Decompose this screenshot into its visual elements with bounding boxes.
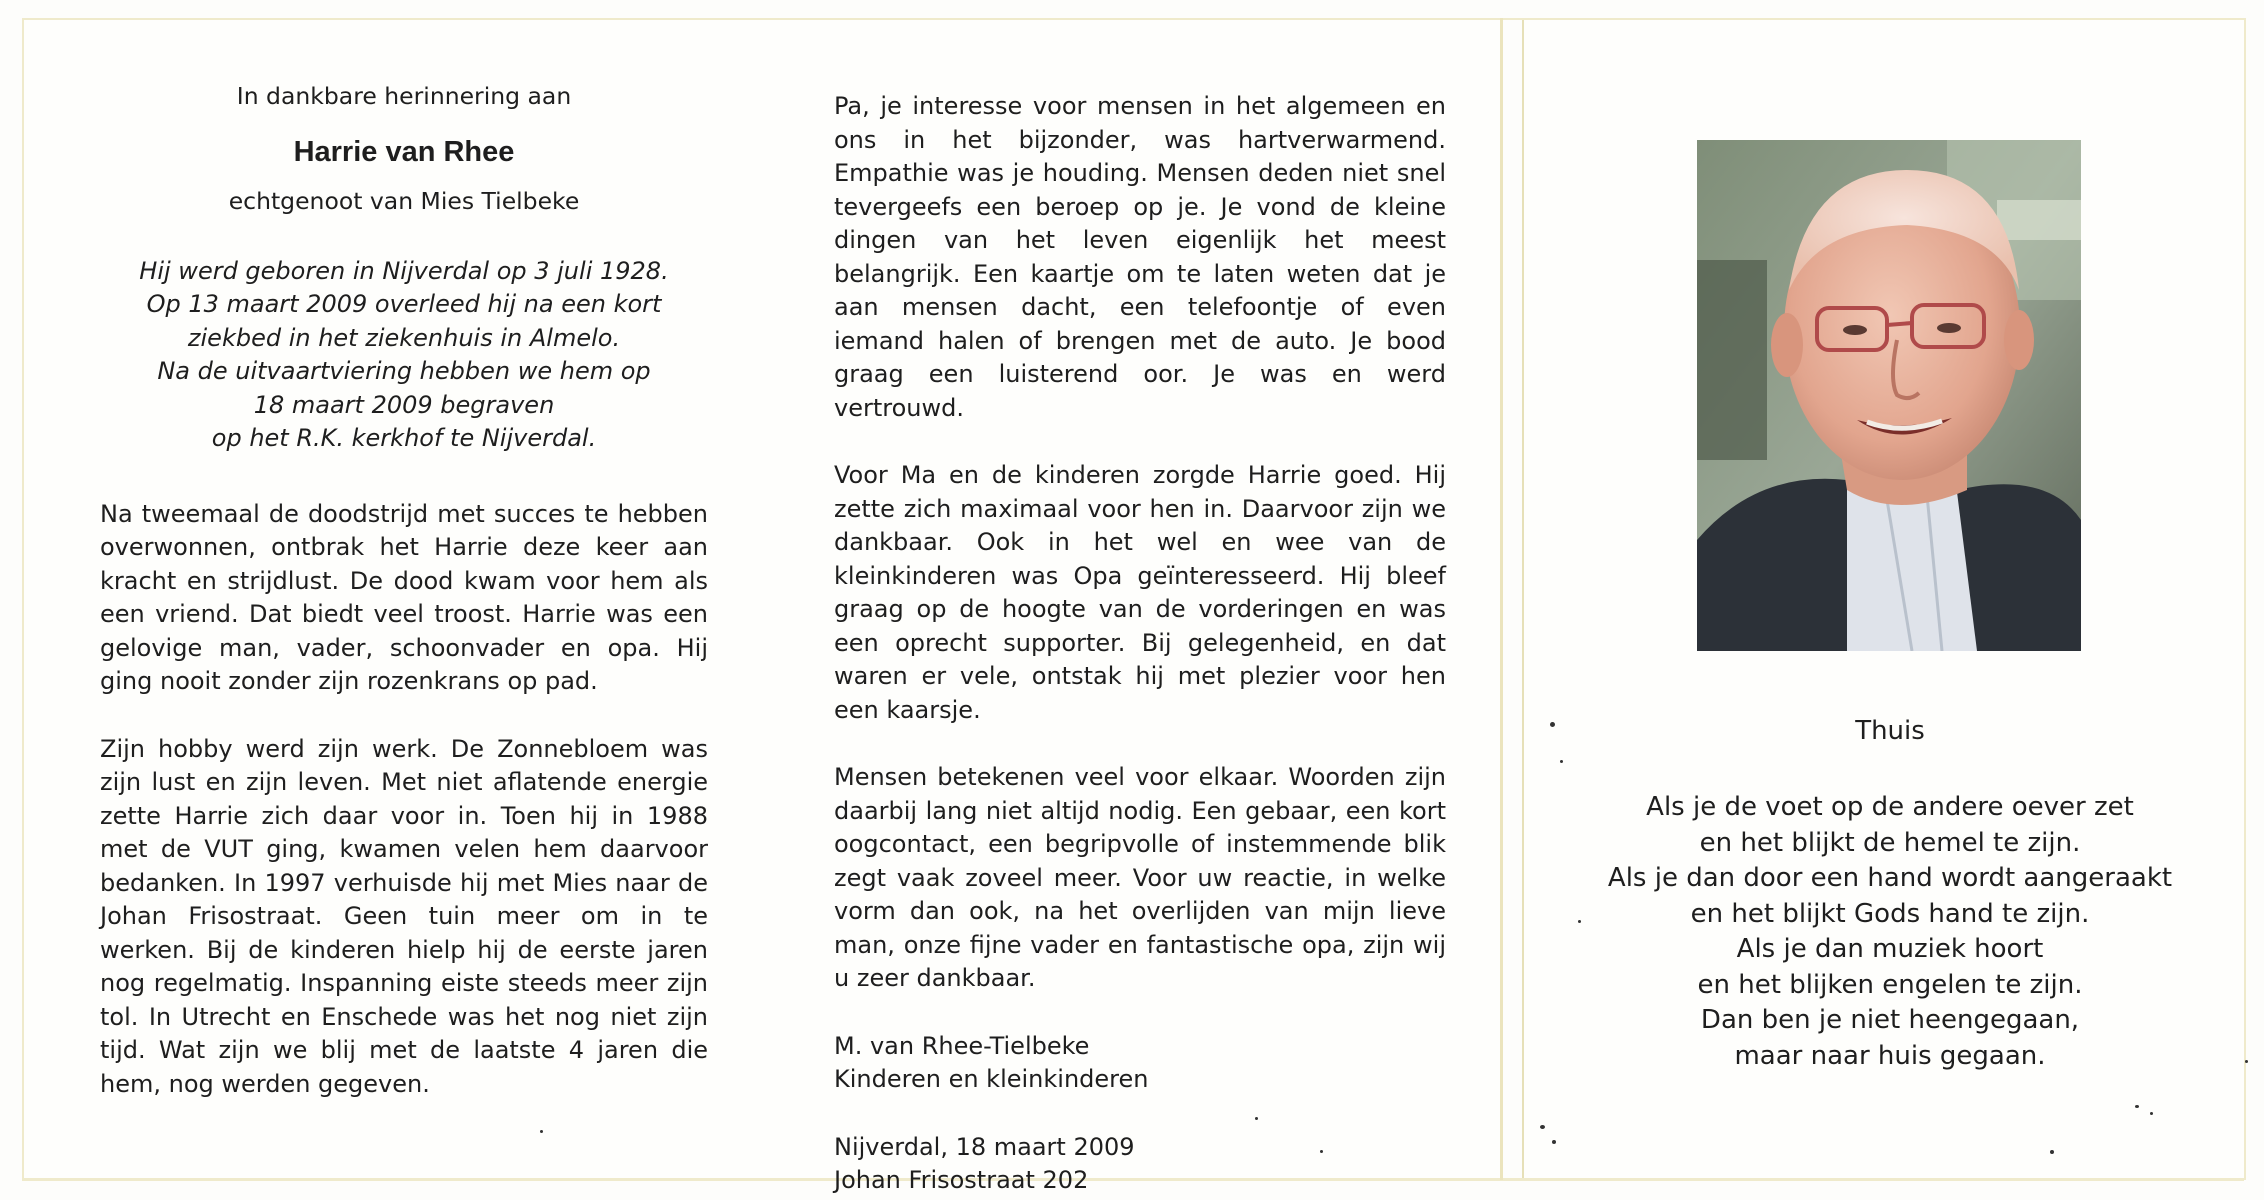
- spouse-line: echtgenoot van Mies Tielbeke: [228, 187, 580, 215]
- bio-line: op het R.K. kerkhof te Nijverdal.: [211, 424, 597, 452]
- paragraph-family: Voor Ma en de kinderen zorgde Harrie goed. Hij zette zich maximaal voor hen in. Daarvoor zijn we dankbaar. Ook in het wel en wee van de kleinkinderen was Opa geïnteresseerd. Hij bleef graag op de hoogte van de vorderingen en was een oprecht supporter. Bij gelegenheid, en dat waren er vele, ontstak hij met plezier voor hen een kaarsje.: [834, 461, 1446, 724]
- left-text-column: [100, 80, 708, 1101]
- intro-line: In dankbare herinnering aan: [236, 82, 572, 110]
- place-date: Nijverdal, 18 maart 2009: [834, 1132, 1135, 1161]
- scan-speck: [2245, 1060, 2248, 1063]
- bio-line: Op 13 maart 2009 overleed hij na een kort: [146, 290, 662, 318]
- scan-speck: [2050, 1150, 2054, 1154]
- middle-text-column: [834, 90, 1446, 1198]
- deceased-name: Harrie van Rhee: [293, 135, 515, 168]
- poem-line: Als je dan muziek hoort: [1736, 934, 2044, 964]
- bio-line: Hij werd geboren in Nijverdal op 3 juli 1928.: [139, 256, 669, 285]
- card-edge-left: [22, 18, 24, 1180]
- scan-speck: [1550, 722, 1555, 727]
- poem-line: Als je dan door een hand wordt aangeraakt: [1607, 863, 2173, 893]
- paragraph-faith: Na tweemaal de doodstrijd met succes te hebben overwonnen, ontbrak het Harrie deze keer aan kracht en strijdlust. De dood kwam voor hem als een vriend. Dat biedt veel troost. Harrie was een gelovige man, vader, schoonvader en opa. Hij ging nooit zonder zijn rozenkrans op pad.: [100, 499, 708, 695]
- poem-line: Als je de voet op de andere oever zet: [1646, 792, 2134, 822]
- card-edge-right: [2244, 18, 2246, 1180]
- scan-speck: [2135, 1105, 2139, 1108]
- poem-block: [1590, 790, 2190, 1074]
- scan-speck: [2150, 1112, 2153, 1115]
- bio-line: ziekbed in het ziekenhuis in Almelo.: [187, 323, 621, 352]
- scan-speck: [1540, 1125, 1545, 1129]
- card-edge-top: [22, 18, 2244, 20]
- scan-speck: [1552, 1140, 1556, 1144]
- signature-block: [834, 1030, 1446, 1097]
- poem-title: Thuis: [1855, 716, 1925, 746]
- paragraph-thanks: Mensen betekenen veel voor elkaar. Woorden zijn daarbij lang niet altijd nodig. Een gebaar, een kort oogcontact, een begripvolle of instemmende blik zegt vaak zoveel meer. Voor uw reactie, in welke vorm dan ook, na het overlijden van mijn lieve man, onze fijne vader en fantastische opa, zijn wij u zeer dankbaar.: [834, 763, 1446, 992]
- biography-block: [100, 255, 708, 456]
- portrait-photo: [1697, 140, 2081, 651]
- scan-speck: [1320, 1150, 1323, 1153]
- card-fold-line: [1500, 18, 1503, 1180]
- scan-speck: [1255, 1117, 1258, 1120]
- scan-speck: [540, 1130, 543, 1133]
- poem-line: en het blijkt de hemel te zijn.: [1699, 827, 2081, 858]
- poem-line: en het blijken engelen te zijn.: [1697, 969, 2083, 1000]
- poem-line: en het blijkt Gods hand te zijn.: [1690, 898, 2090, 929]
- place-date-block: [834, 1131, 1446, 1198]
- scan-speck: [1578, 920, 1581, 923]
- paragraph-interest: Pa, je interesse voor mensen in het algemeen en ons in het bijzonder, was hartverwarmend. Empathie was je houding. Mensen deden niet snel tevergeefs een beroep op je. Je vond de kleine dingen van het leven eigenlijk het meest belangrijk. Een kaartje om te laten weten dat je aan mensen dacht, een telefoontje of even iemand halen of brengen met de auto. Je bood graag een luisterend oor. Je was en werd vertrouwd.: [834, 92, 1446, 422]
- poem-line: maar naar huis gegaan.: [1734, 1040, 2046, 1071]
- signature-name: M. van Rhee-Tielbeke: [834, 1031, 1090, 1060]
- poem-line: Dan ben je niet heengegaan,: [1700, 1005, 2080, 1035]
- scan-speck: [1560, 760, 1563, 763]
- bio-line: Na de uitvaartviering hebben we hem op: [157, 357, 651, 385]
- paragraph-hobby: Zijn hobby werd zijn werk. De Zonnebloem was zijn lust en zijn leven. Met niet aflatende energie zette Harrie zich daar voor in. Toen hij in 1988 met de VUT ging, kwamen velen hem daarvoor bedanken. In 1997 verhuisde hij met Mies naar de Johan Frisostraat. Geen tuin meer om in te werken. Bij de kinderen hielp hij de eerste jaren nog regelmatig. Inspanning eiste steeds meer zijn tol. In Utrecht en Enschede was het nog niet zijn tijd. Wat zijn we blij met de laatste 4 jaren die hem, nog werden gegeven.: [100, 734, 708, 1098]
- address: Johan Frisostraat 202: [834, 1166, 1089, 1194]
- bio-line: 18 maart 2009 begraven: [253, 390, 555, 419]
- signature-family: Kinderen en kleinkinderen: [834, 1065, 1149, 1093]
